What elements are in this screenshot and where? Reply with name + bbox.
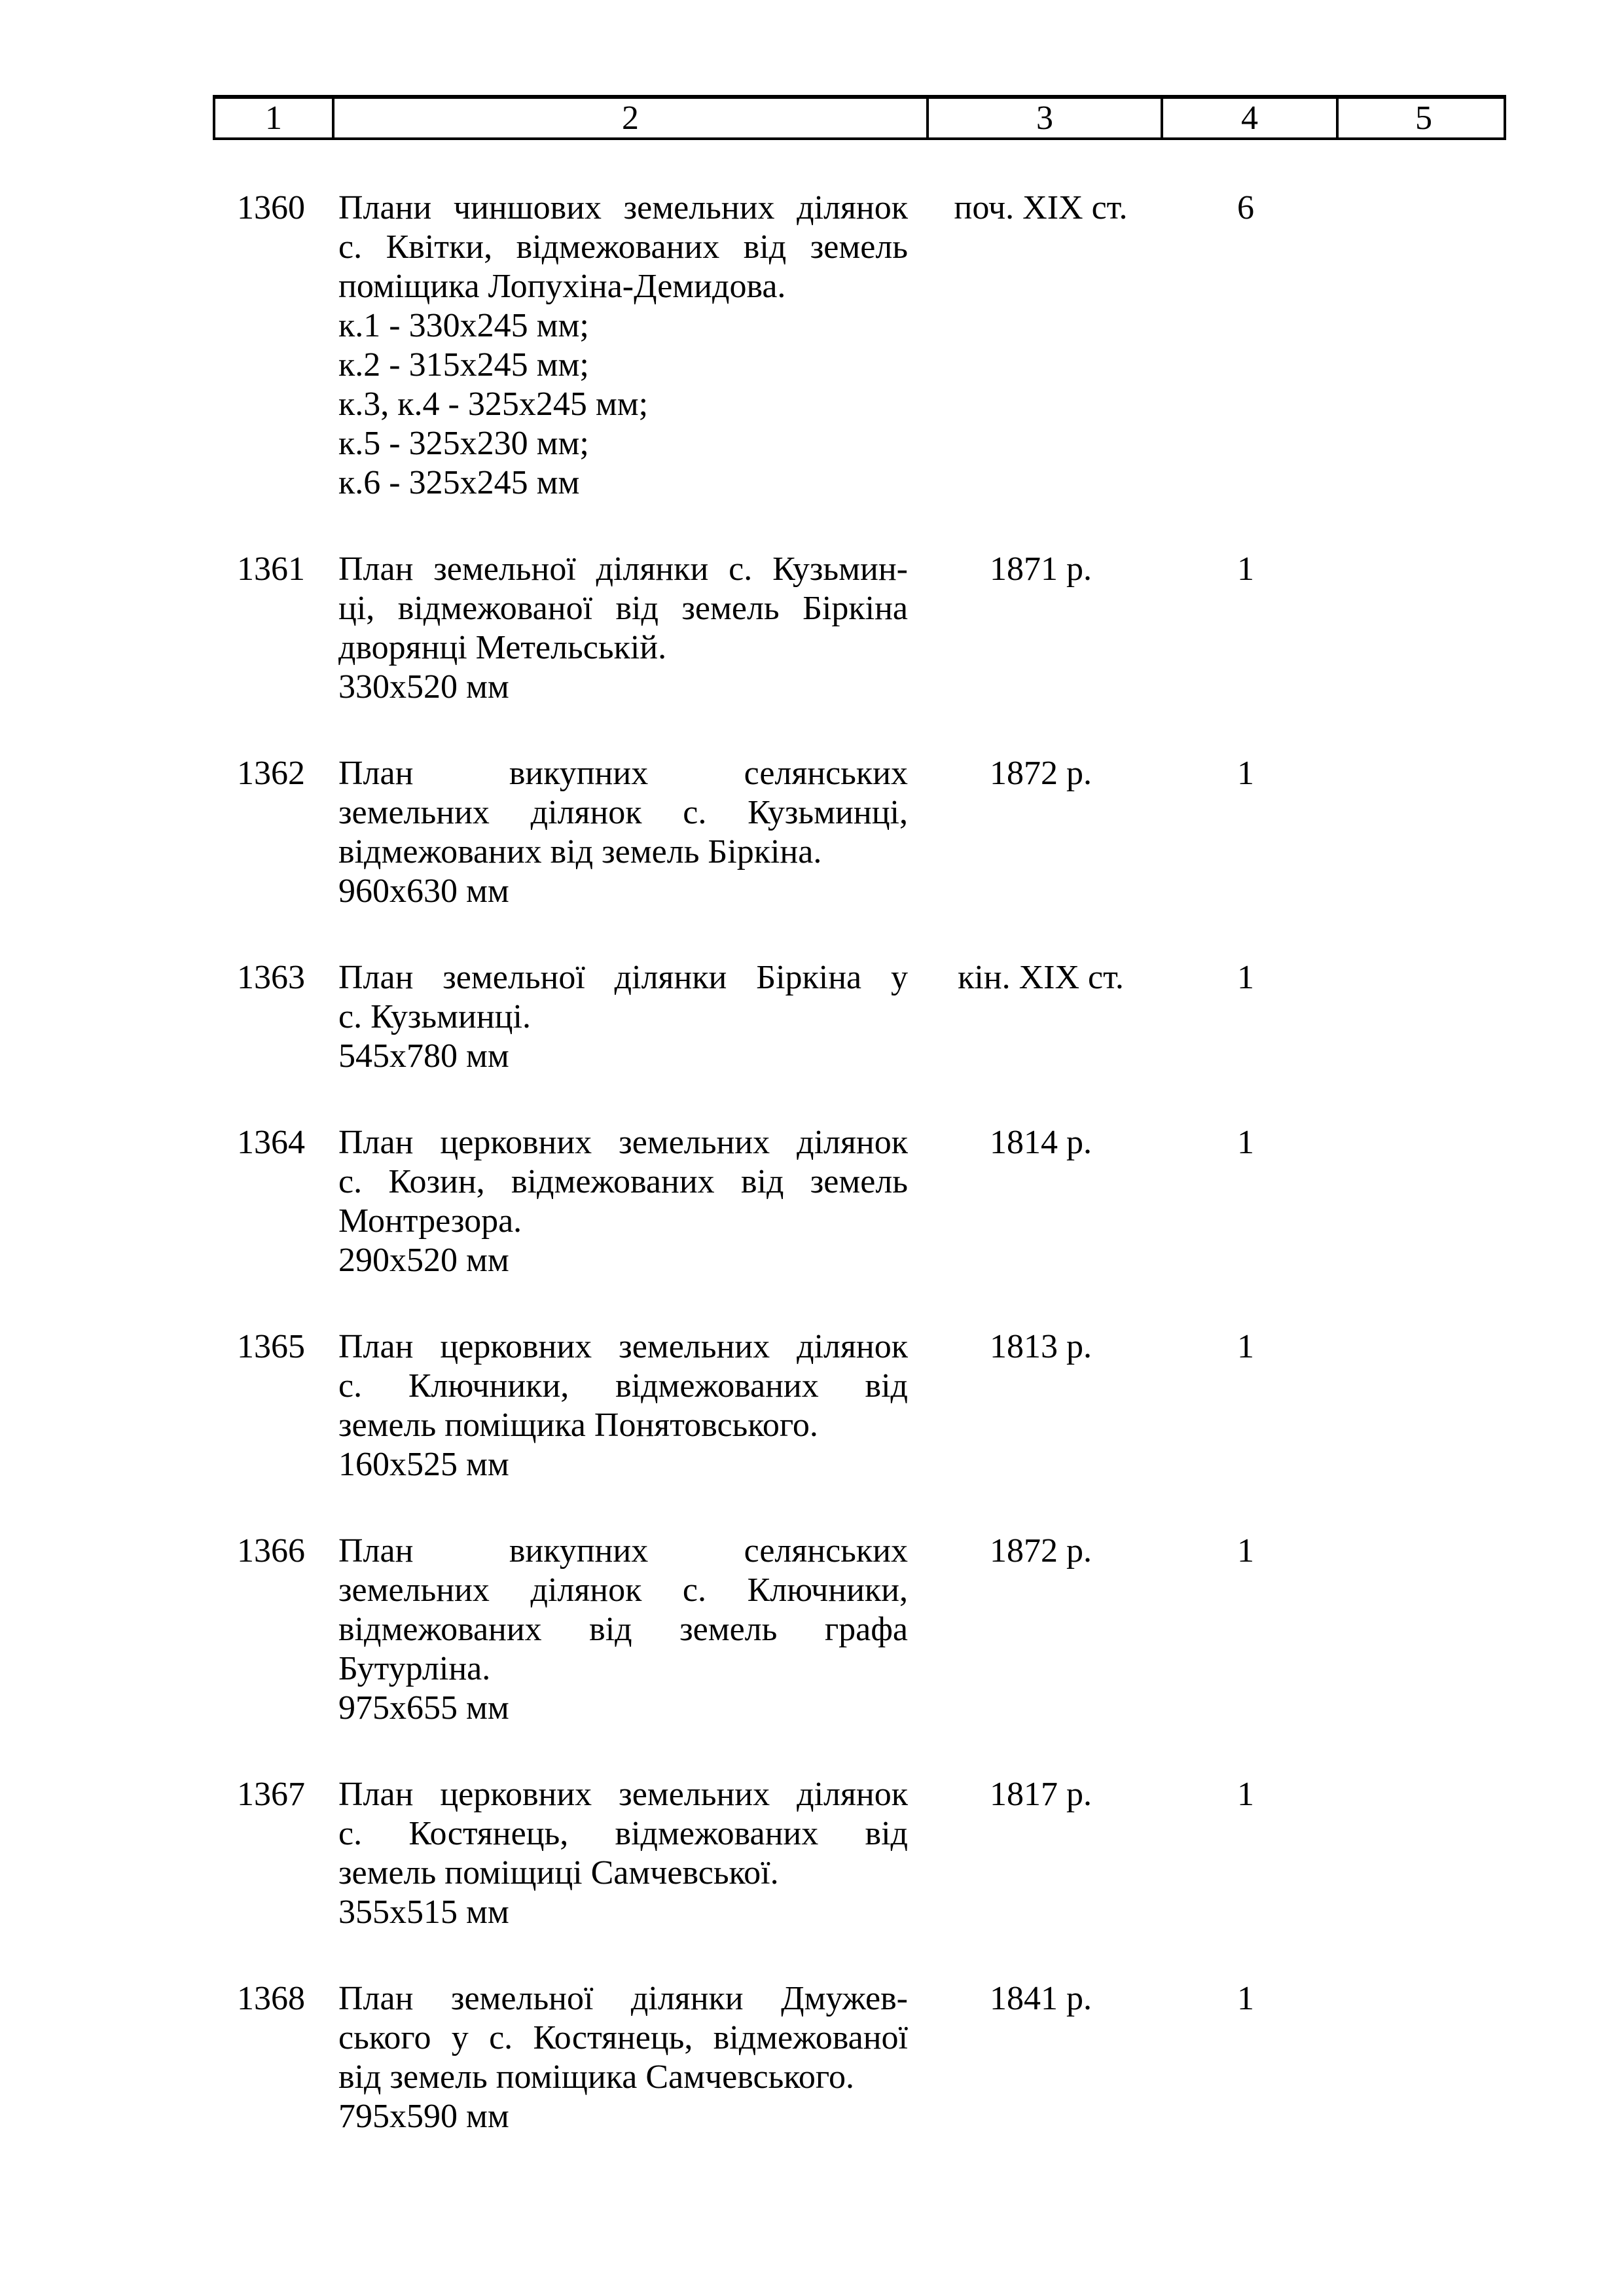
description-line: План викупних селянських	[338, 1532, 908, 1570]
description-line: земель поміщиці Самчевської.	[338, 1854, 779, 1892]
description-line: Бутурліна.	[338, 1650, 491, 1687]
description-line: ці, відмежованої від земель Біркіна	[338, 590, 908, 627]
size-line: 545х780 мм	[338, 1037, 509, 1075]
entry-blank-column	[1333, 1123, 1506, 1280]
size-line: к.1 - 330х245 мм;	[338, 307, 589, 344]
entry-description	[329, 188, 924, 503]
entry-number: 1368	[237, 1980, 305, 2017]
entry-date: 1872 р.	[990, 1532, 1092, 1570]
table-row	[213, 1775, 1506, 1932]
description-line: земельних ділянок с. Кузьминці,	[338, 794, 908, 831]
size-line: к.6 - 325х245 мм	[338, 464, 580, 501]
description-line: План церковних земельних ділянок	[338, 1776, 908, 1813]
description-line: с. Костянець, відмежованих від	[338, 1815, 908, 1852]
size-line: 960х630 мм	[338, 872, 509, 910]
entry-count: 1	[1237, 1328, 1254, 1365]
entry-description	[329, 754, 924, 911]
entry-description	[329, 1327, 924, 1484]
size-line: 975х655 мм	[338, 1689, 509, 1727]
entry-date: 1814 р.	[990, 1124, 1092, 1161]
description-line: с. Ключники, відмежованих від	[338, 1367, 908, 1405]
size-line: 330х520 мм	[338, 668, 509, 706]
entry-number: 1367	[237, 1776, 305, 1813]
entry-date: поч. XIX ст.	[954, 189, 1128, 226]
entry-count: 1	[1237, 550, 1254, 588]
entry-count: 6	[1237, 189, 1254, 226]
entry-number: 1366	[237, 1532, 305, 1570]
description-line: відмежованих від земель графа	[338, 1611, 908, 1648]
entry-number: 1360	[237, 189, 305, 226]
column-header-3: 3	[926, 99, 1161, 138]
entry-count: 1	[1237, 1124, 1254, 1161]
description-line: Плани чиншових земельних ділянок	[338, 189, 908, 226]
entry-description	[329, 550, 924, 707]
table-header-row	[213, 95, 1506, 140]
entry-date: 1817 р.	[990, 1776, 1092, 1813]
entry-description	[329, 1775, 924, 1932]
table-row	[213, 754, 1506, 911]
entry-blank-column	[1333, 958, 1506, 1076]
description-line: План викупних селянських	[338, 755, 908, 792]
size-line: 795х590 мм	[338, 2098, 509, 2135]
size-line: к.5 - 325х230 мм;	[338, 425, 589, 462]
description-line: План земельної ділянки Біркіна у	[338, 959, 908, 996]
entry-count: 1	[1237, 1776, 1254, 1813]
entry-date: 1871 р.	[990, 550, 1092, 588]
description-line: земель поміщика Понятовського.	[338, 1407, 818, 1444]
entry-description	[329, 1979, 924, 2136]
table-row	[213, 1123, 1506, 1280]
table-body	[213, 188, 1506, 2183]
description-line: від земель поміщика Самчевського.	[338, 2058, 854, 2096]
entry-count: 1	[1237, 959, 1254, 996]
size-line: 290х520 мм	[338, 1242, 509, 1279]
table-row	[213, 1979, 1506, 2136]
entry-description	[329, 1123, 924, 1280]
size-line: 355х515 мм	[338, 1893, 509, 1931]
entry-blank-column	[1333, 1327, 1506, 1484]
entry-number: 1364	[237, 1124, 305, 1161]
entry-count: 1	[1237, 1980, 1254, 2017]
entry-count: 1	[1237, 755, 1254, 792]
column-header-1: 1	[265, 99, 282, 137]
entry-date: 1841 р.	[990, 1980, 1092, 2017]
table-row	[213, 1327, 1506, 1484]
entry-blank-column	[1333, 1532, 1506, 1728]
entry-blank-column	[1333, 754, 1506, 911]
size-line: к.2 - 315х245 мм;	[338, 346, 589, 384]
entry-date: 1813 р.	[990, 1328, 1092, 1365]
table-row	[213, 1532, 1506, 1728]
entry-description	[329, 958, 924, 1076]
description-line: с. Кузьминці.	[338, 998, 531, 1035]
description-line: План земельної ділянки с. Кузьмин-	[338, 550, 908, 588]
table-row	[213, 550, 1506, 707]
description-line: відмежованих від земель Біркіна.	[338, 833, 822, 870]
entry-number: 1362	[237, 755, 305, 792]
entry-number: 1363	[237, 959, 305, 996]
description-line: поміщика Лопухіна-Демидова.	[338, 268, 786, 305]
description-line: План церковних земельних ділянок	[338, 1124, 908, 1161]
column-header-4: 4	[1161, 99, 1336, 138]
table-row	[213, 188, 1506, 503]
entry-description	[329, 1532, 924, 1728]
entry-count: 1	[1237, 1532, 1254, 1570]
entry-number: 1361	[237, 550, 305, 588]
entry-blank-column	[1333, 1775, 1506, 1932]
description-line: План земельної ділянки Дмужев-	[338, 1980, 908, 2017]
entry-date: кін. XIX ст.	[958, 959, 1124, 996]
entry-blank-column	[1333, 550, 1506, 707]
description-line: с. Квітки, відмежованих від земель	[338, 228, 908, 266]
description-line: ського у с. Костянець, відмежованої	[338, 2019, 908, 2056]
description-line: дворянці Метельській.	[338, 629, 667, 666]
description-line: земельних ділянок с. Ключники,	[338, 1571, 908, 1609]
entry-blank-column	[1333, 1979, 1506, 2136]
column-header-2: 2	[332, 99, 926, 138]
size-line: 160х525 мм	[338, 1446, 509, 1483]
table-row	[213, 958, 1506, 1076]
description-line: План церковних земельних ділянок	[338, 1328, 908, 1365]
description-line: Монтрезора.	[338, 1202, 522, 1240]
column-header-5: 5	[1336, 99, 1509, 138]
entry-date: 1872 р.	[990, 755, 1092, 792]
entry-number: 1365	[237, 1328, 305, 1365]
description-line: с. Козин, відмежованих від земель	[338, 1163, 908, 1200]
size-line: к.3, к.4 - 325х245 мм;	[338, 386, 649, 423]
entry-blank-column	[1333, 188, 1506, 503]
